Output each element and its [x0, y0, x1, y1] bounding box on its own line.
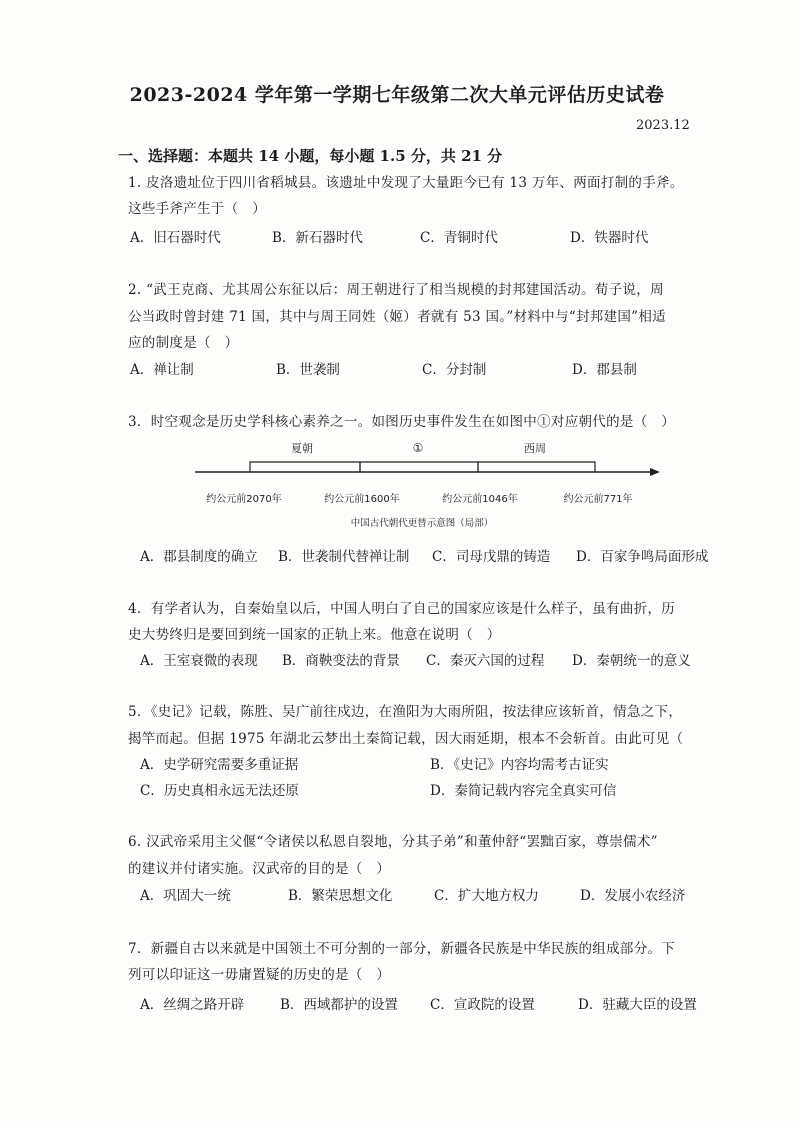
option-a: A．郡县制度的确立 [140, 549, 258, 565]
question-text-line: 列可以印证这一毋庸置疑的历史的是（ ） [128, 967, 391, 983]
period-label-unknown: ① [412, 441, 424, 455]
question-text-line: 3．时空观念是历史学科核心素养之一。如图历史事件发生在如图中①对应朝代的是（ ） [128, 414, 676, 430]
period-label-xia: 夏朝 [291, 442, 313, 455]
question-text-line: 应的制度是（ ） [128, 335, 239, 351]
option-a: A．丝绸之路开辟 [140, 997, 245, 1013]
option-a: A．史学研究需要多重证据 [140, 757, 299, 773]
option-b: B．新石器时代 [272, 230, 363, 246]
tick-label: 约公元前2070年 [206, 494, 282, 505]
option-c: C．青铜时代 [420, 230, 498, 246]
question-text-line: 4．有学者认为，自秦始皇以后，中国人明白了自己的国家应该是什么样子，虽有曲折，历 [128, 601, 676, 617]
option-b: B．世袭制 [276, 362, 340, 378]
option-a: A．巩固大一统 [140, 888, 231, 904]
period-bracket [250, 462, 360, 472]
section-heading: 一、选择题：本题共 14 小题，每小题 1.5 分，共 21 分 [118, 147, 503, 165]
option-c: C．分封制 [422, 362, 487, 378]
option-c: C．司母戊鼎的铸造 [432, 549, 551, 565]
option-c: C．扩大地方权力 [434, 888, 539, 904]
option-d: D．秦朝统一的意义 [572, 653, 691, 669]
option-d: D．发展小农经济 [580, 888, 686, 904]
question-text-line: 这些手斧产生于（ ） [128, 201, 266, 217]
option-c: C．宣政院的设置 [430, 997, 535, 1013]
option-d: D．秦简记载内容完全真实可信 [430, 783, 617, 799]
option-a: A．旧石器时代 [130, 230, 221, 246]
exam-date: 2023.12 [636, 118, 690, 133]
option-b: B．商鞅变法的背景 [282, 653, 400, 669]
tick-label: 约公元前1046年 [442, 494, 518, 505]
option-a: A．禅让制 [130, 362, 194, 378]
option-d: D．铁器时代 [570, 230, 649, 246]
question-text-line: 6. 汉武帝采用主父偃“令诸侯以私恩自裂地，分其子弟”和董仲舒“罢黜百家，尊崇儒术” [128, 834, 658, 850]
option-d: D．郡县制 [572, 362, 637, 378]
diagram-caption: 中国古代朝代更替示意图（局部） [350, 518, 494, 529]
question-text-line: 史大势终归是要回到统一国家的正轨上来。他意在说明（ ） [128, 627, 501, 643]
question-text-line: 1. 皮洛遗址位于四川省稻城县。该遗址中发现了大量距今已有 13 万年、两面打制的手斧。 [128, 175, 684, 191]
question-text-line: 揭竿而起。但据 1975 年湖北云梦出土秦简记载，因大雨延期，根本不会斩首。由此可见（ [128, 731, 684, 747]
dynasty-timeline-diagram [190, 436, 670, 536]
exam-title: 2023-2024 学年第一学期七年级第二次大单元评估历史试卷 [129, 84, 665, 106]
question-text-line: 7．新疆自古以来就是中国领土不可分割的一部分，新疆各民族是中华民族的组成部分。下 [128, 941, 676, 957]
option-c: C．历史真相永远无法还原 [140, 783, 299, 799]
question-text-line: 5．《史记》记载，陈胜、吴广前往戍边，在渔阳为大雨所阻，按法律应该斩首，情急之下， [128, 704, 683, 720]
option-b: B．繁荣思想文化 [288, 888, 393, 904]
option-a: A．王室衰微的表现 [140, 653, 258, 669]
question-text-line: 公当政时曾封建 71 国，其中与周王同姓（姬）者就有 53 国。”材料中与“封邦建国”相适 [128, 309, 666, 325]
tick-label: 约公元前771年 [563, 494, 633, 505]
option-d: D．百家争鸣局面形成 [576, 549, 709, 565]
arrow-head-icon [650, 468, 660, 476]
question-text-line: 的建议并付诸实施。汉武帝的目的是（ ） [128, 861, 391, 877]
option-b: B．《史记》内容均需考古证实 [430, 757, 609, 773]
period-label-western-zhou: 西周 [524, 442, 546, 455]
option-b: B．西域都护的设置 [280, 997, 398, 1013]
period-bracket [360, 462, 478, 472]
option-d: D．驻藏大臣的设置 [578, 997, 697, 1013]
tick-label: 约公元前1600年 [324, 494, 400, 505]
option-b: B．世袭制代替禅让制 [278, 549, 410, 565]
option-c: C．秦灭六国的过程 [426, 653, 545, 669]
question-text-line: 2. “武王克商、尤其周公东征以后：周王朝进行了相当规模的封邦建国活动。荀子说，周 [128, 282, 664, 298]
period-bracket [478, 462, 595, 472]
